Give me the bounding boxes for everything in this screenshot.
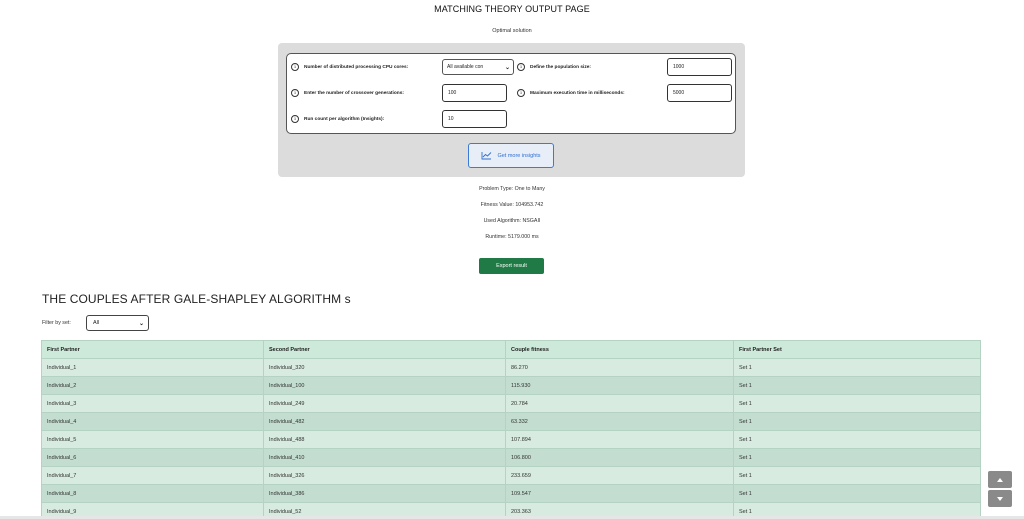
table-cell: 115.930 bbox=[506, 377, 734, 395]
scroll-up-button[interactable] bbox=[988, 471, 1012, 488]
population-label: Define the population size: bbox=[530, 64, 592, 70]
filter-selected-value: All bbox=[93, 320, 100, 326]
chevron-down-icon: ⌄ bbox=[138, 320, 144, 327]
table-cell: Individual_482 bbox=[264, 413, 506, 431]
table-cell: Individual_2 bbox=[42, 377, 264, 395]
table-cell: Individual_326 bbox=[264, 467, 506, 485]
info-icon[interactable]: i bbox=[517, 63, 525, 71]
max-time-param bbox=[517, 84, 625, 102]
export-result-button[interactable]: Export result bbox=[479, 258, 544, 274]
run-count-input[interactable]: 10 bbox=[442, 110, 507, 128]
info-icon[interactable]: i bbox=[291, 63, 299, 71]
table-cell: 63.332 bbox=[506, 413, 734, 431]
info-icon[interactable]: i bbox=[291, 89, 299, 97]
column-header[interactable]: First Partner Set bbox=[734, 341, 981, 359]
table-row bbox=[42, 377, 981, 395]
line-chart-icon bbox=[481, 151, 492, 160]
parameters-box bbox=[286, 53, 736, 134]
table-cell: Set 1 bbox=[734, 359, 981, 377]
problem-type: Problem Type: One to Many bbox=[479, 186, 545, 192]
get-insights-label: Get more insights bbox=[497, 152, 541, 159]
info-icon[interactable]: i bbox=[517, 89, 525, 97]
table-cell: Set 1 bbox=[734, 503, 981, 519]
get-insights-button[interactable] bbox=[468, 143, 554, 168]
table-row bbox=[42, 485, 981, 503]
table-cell: Individual_320 bbox=[264, 359, 506, 377]
table-cell: 106.800 bbox=[506, 449, 734, 467]
table-row bbox=[42, 413, 981, 431]
table-cell: Set 1 bbox=[734, 395, 981, 413]
column-header[interactable]: Second Partner bbox=[264, 341, 506, 359]
run-count-label: Run count per algorithm (Insights): bbox=[304, 116, 385, 122]
cpu-cores-label: Number of distributed processing CPU cores: bbox=[304, 64, 409, 70]
max-time-label: Maximum execution time in milliseconds: bbox=[530, 90, 625, 96]
table-cell: Individual_488 bbox=[264, 431, 506, 449]
section-title: THE COUPLES AFTER GALE-SHAPLEY ALGORITHM s bbox=[42, 292, 351, 306]
filter-label: Filter by set: bbox=[42, 320, 71, 326]
cpu-cores-select[interactable] bbox=[442, 59, 514, 75]
runtime: Runtime: 5179.000 ms bbox=[485, 234, 539, 240]
table-row bbox=[42, 467, 981, 485]
table-cell: Individual_7 bbox=[42, 467, 264, 485]
table-cell: Individual_5 bbox=[42, 431, 264, 449]
column-header[interactable]: Couple fitness bbox=[506, 341, 734, 359]
table-cell: Individual_52 bbox=[264, 503, 506, 519]
page-subtitle: Optimal solution bbox=[492, 28, 532, 34]
max-time-input[interactable]: 5000 bbox=[667, 84, 732, 102]
generations-label: Enter the number of crossover generations: bbox=[304, 90, 404, 96]
table-cell: Individual_8 bbox=[42, 485, 264, 503]
settings-panel bbox=[278, 43, 745, 177]
fitness-value: Fitness Value: 104953.742 bbox=[480, 202, 544, 208]
table-row bbox=[42, 395, 981, 413]
used-algorithm: Used Algorithm: NSGAII bbox=[483, 218, 541, 224]
table-cell: Individual_9 bbox=[42, 503, 264, 519]
table-cell: Individual_3 bbox=[42, 395, 264, 413]
table-cell: Set 1 bbox=[734, 413, 981, 431]
table-cell: Individual_4 bbox=[42, 413, 264, 431]
table-row bbox=[42, 449, 981, 467]
table-row bbox=[42, 359, 981, 377]
table-header-row bbox=[42, 341, 981, 359]
generations-param bbox=[291, 84, 404, 102]
couples-table bbox=[41, 340, 981, 519]
population-param bbox=[517, 58, 591, 76]
generations-input[interactable]: 100 bbox=[442, 84, 507, 102]
table-cell: Individual_249 bbox=[264, 395, 506, 413]
population-input[interactable]: 1000 bbox=[667, 58, 732, 76]
table-cell: Set 1 bbox=[734, 377, 981, 395]
table-cell: Individual_386 bbox=[264, 485, 506, 503]
table-cell: 107.894 bbox=[506, 431, 734, 449]
table-cell: Individual_6 bbox=[42, 449, 264, 467]
info-icon[interactable]: i bbox=[291, 115, 299, 123]
table-cell: 109.547 bbox=[506, 485, 734, 503]
table-cell: Individual_1 bbox=[42, 359, 264, 377]
table-cell: 233.659 bbox=[506, 467, 734, 485]
scroll-down-button[interactable] bbox=[988, 490, 1012, 507]
table-cell: 86.270 bbox=[506, 359, 734, 377]
table-cell: Individual_100 bbox=[264, 377, 506, 395]
page-title: MATCHING THEORY OUTPUT PAGE bbox=[434, 4, 590, 14]
chevron-down-icon bbox=[996, 496, 1004, 502]
table-cell: Individual_410 bbox=[264, 449, 506, 467]
table-cell: Set 1 bbox=[734, 431, 981, 449]
chevron-down-icon: ⌄ bbox=[504, 64, 510, 71]
table-cell: 203.363 bbox=[506, 503, 734, 519]
table-cell: 20.784 bbox=[506, 395, 734, 413]
cpu-cores-param bbox=[291, 58, 408, 76]
chevron-up-icon bbox=[996, 477, 1004, 483]
table-cell: Set 1 bbox=[734, 485, 981, 503]
table-cell: Set 1 bbox=[734, 449, 981, 467]
table-cell: Set 1 bbox=[734, 467, 981, 485]
run-count-param bbox=[291, 110, 384, 128]
column-header[interactable]: First Partner bbox=[42, 341, 264, 359]
table-row bbox=[42, 431, 981, 449]
filter-set-select[interactable] bbox=[86, 315, 149, 331]
cpu-cores-value: All available con bbox=[447, 64, 484, 70]
